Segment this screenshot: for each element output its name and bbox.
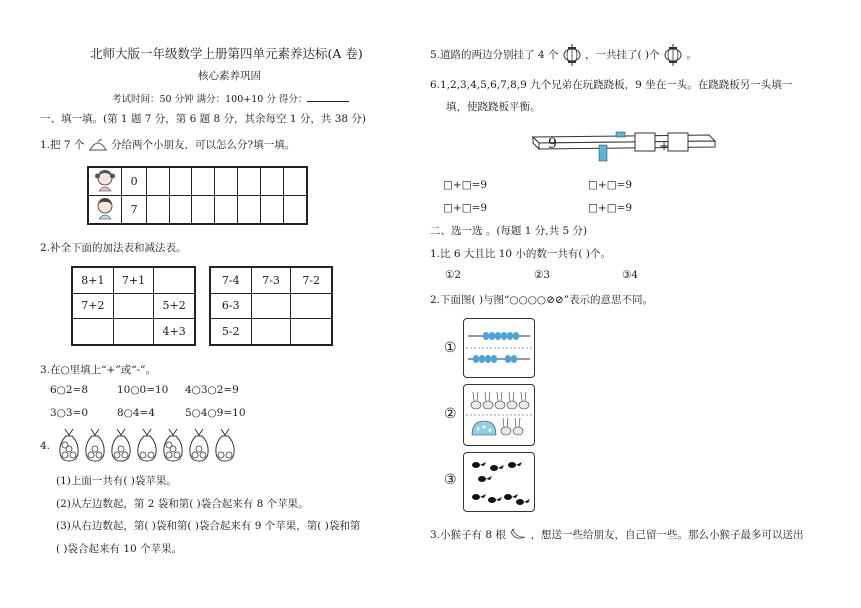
apple-icon [140, 452, 146, 458]
q5-text-end: 。 [686, 49, 697, 61]
option-label[interactable]: ② [444, 406, 457, 422]
banana-icon [509, 528, 527, 542]
q1-text [40, 137, 295, 152]
add-cell[interactable] [113, 319, 153, 345]
apple-icon [166, 452, 172, 458]
kid-girl-cell [88, 167, 122, 196]
tadpoles-icon [464, 453, 534, 511]
score-blank[interactable] [307, 92, 349, 102]
kid-boy-cell [88, 196, 122, 225]
add-cell: 7+1 [113, 267, 153, 293]
rabbits-picture[interactable] [463, 384, 535, 446]
q1-blank-cell[interactable] [284, 167, 308, 196]
add-cell: 4+3 [154, 319, 195, 345]
apple-icon [96, 452, 102, 458]
apple-bag-icon [214, 427, 236, 463]
q1-blank-cell[interactable] [215, 196, 238, 225]
sub-cell[interactable] [251, 293, 291, 318]
section2-heading: 二、选一选 。(每题 1 分,共 5 分) [430, 225, 588, 237]
option-label[interactable]: ③ [444, 472, 457, 488]
apple-bag-icon [110, 427, 132, 463]
q5-text-before: 5.道路的两边分别挂了 4 个 [430, 49, 559, 61]
q1-split-table [87, 166, 308, 225]
add-cell: 5+2 [154, 293, 195, 318]
apple-bag-icon [58, 427, 80, 463]
q3-item[interactable]: 10○0=10 [117, 384, 169, 396]
addition-table [71, 266, 196, 346]
s2-q2-text: 2.下面图( )与图“○○○○⊘⊘”表示的意思不同。 [430, 294, 654, 306]
apple-icon [200, 452, 206, 458]
apple-icon [148, 452, 154, 458]
apple-icon [114, 452, 120, 458]
apple-bag-icon [162, 427, 184, 463]
q4-sub3: (3)从右边数起，第( )袋和第( )袋合起来有 9 个苹果，第( )袋和第 [56, 520, 361, 532]
q6-equation[interactable]: □+□=9 [443, 202, 488, 214]
apple-icon [70, 452, 76, 458]
add-cell[interactable] [72, 319, 113, 345]
q3-text: 3.在○里填上“+”或“-”。 [40, 364, 156, 376]
q5-text-mid: ，一共挂了( )个 [585, 49, 660, 61]
sub-cell: 7-3 [251, 267, 291, 293]
q4-number: 4. [40, 440, 51, 452]
q1-blank-cell[interactable] [146, 196, 169, 225]
sub-cell: 7-2 [291, 267, 332, 293]
q4-sub3-cont: ( )袋合起来有 10 个苹果。 [56, 543, 183, 555]
sub-cell[interactable] [291, 293, 332, 318]
q1-blank-cell[interactable] [284, 196, 308, 225]
seesaw-left-number: 9 [548, 136, 557, 152]
add-cell: 7+2 [72, 293, 113, 318]
apple-icon [166, 442, 172, 448]
exam-info-text: 考试时间：50 分钟 满分：100+10 分 得分： [112, 94, 308, 105]
q1-blank-cell[interactable] [261, 167, 284, 196]
q1-blank-cell[interactable] [238, 196, 261, 225]
q3-item[interactable]: 8○4=4 [117, 407, 156, 419]
apple-icon [62, 452, 68, 458]
add-cell[interactable] [154, 267, 195, 293]
q6-equation[interactable]: □+□=9 [588, 202, 633, 214]
s2-q1-option[interactable]: ①2 [445, 269, 462, 281]
q6-equation[interactable]: □+□=9 [443, 179, 488, 191]
apple-icon [226, 452, 232, 458]
apple-icon [192, 452, 198, 458]
peach-icon [88, 138, 108, 152]
abacus-picture[interactable] [463, 318, 535, 378]
section1-heading: 一、填一填。(第 1 题 7 分，第 6 题 8 分，其余每空 1 分，共 38 分) [40, 113, 367, 125]
q1-text-after: 分给两个小朋友，可以怎么分?填一填。 [111, 139, 296, 151]
q1-blank-cell[interactable] [238, 167, 261, 196]
subtraction-table [209, 266, 333, 346]
apple-bags-row [58, 427, 238, 465]
apple-icon [218, 452, 224, 458]
sub-cell[interactable] [251, 319, 291, 345]
girl-avatar-icon [94, 168, 116, 192]
sub-cell: 7-4 [210, 267, 251, 293]
lantern-icon [663, 44, 683, 66]
apple-icon [174, 452, 180, 458]
q1-blank-cell[interactable] [146, 167, 169, 196]
apple-bag-icon [188, 427, 210, 463]
lantern-icon [562, 44, 582, 66]
q1-row2-value: 7 [122, 196, 146, 225]
apple-icon [118, 446, 124, 452]
q6-text-line1: 6.1,2,3,4,5,6,7,8,9 九个兄弟在玩跷跷板，9 坐在一头。在跷跷板另一头填一 [430, 79, 793, 91]
q1-blank-cell[interactable] [261, 196, 284, 225]
q1-blank-cell[interactable] [192, 196, 215, 225]
s2-q3-text-before: 3.小猴子有 8 根 [430, 529, 506, 541]
apple-bag-icon [136, 427, 158, 463]
s2-q1-option[interactable]: ②3 [534, 269, 551, 281]
s2-q1-option[interactable]: ③4 [622, 269, 639, 281]
q1-blank-cell[interactable] [192, 167, 215, 196]
q3-item[interactable]: 5○4○9=10 [185, 407, 246, 419]
q3-item[interactable]: 3○3=0 [50, 407, 89, 419]
q6-equation[interactable]: □+□=9 [588, 179, 633, 191]
add-cell[interactable] [113, 293, 153, 318]
q1-blank-cell[interactable] [169, 167, 192, 196]
q2-text: 2.补全下面的加法表和减法表。 [40, 242, 187, 254]
add-cell: 8+1 [72, 267, 113, 293]
apple-icon [122, 452, 128, 458]
s2-q1-text: 1.比 6 大且比 10 小的数一共有( )个。 [430, 248, 611, 260]
page-subtitle: 核心素养巩固 [198, 70, 261, 82]
boy-avatar-icon [94, 196, 116, 220]
q5-text [430, 44, 697, 66]
apple-icon [88, 452, 94, 458]
sub-cell[interactable] [291, 319, 332, 345]
q1-blank-cell[interactable] [169, 196, 192, 225]
q4-sub1: (1)上面一共有( )袋苹果。 [56, 475, 177, 487]
apple-icon [196, 446, 202, 452]
sub-cell: 5-2 [210, 319, 251, 345]
s2-q3-text [430, 527, 804, 542]
s2-q3-text-after: ，想送一些给朋友，自己留一些。那么小猴子最多可以送出 [530, 529, 804, 541]
apple-bag-icon [84, 427, 106, 463]
q1-row1-value: 0 [122, 167, 146, 196]
q3-item[interactable]: 6○2=8 [50, 384, 89, 396]
apple-icon [62, 442, 68, 448]
abacus-icon [464, 319, 534, 377]
q3-item[interactable]: 4○3○2=9 [185, 384, 239, 396]
apple-icon [92, 446, 98, 452]
sub-cell: 6-3 [210, 293, 251, 318]
q1-text-before: 1.把 7 个 [40, 139, 85, 151]
seesaw-plus-sign: + [659, 139, 670, 153]
q1-blank-cell[interactable] [215, 167, 238, 196]
q4-sub2: (2)从左边数起，第 2 袋和第( )袋合起来有 8 个苹果。 [56, 498, 309, 510]
exam-info [112, 91, 349, 105]
rabbits-icon [464, 385, 534, 445]
tadpoles-picture[interactable] [463, 452, 535, 512]
q6-text-line2: 填，使跷跷板平衡。 [446, 101, 541, 113]
option-label[interactable]: ① [444, 340, 457, 356]
page-title: 北师大版一年级数学上册第四单元素养达标(A 卷) [90, 46, 363, 61]
